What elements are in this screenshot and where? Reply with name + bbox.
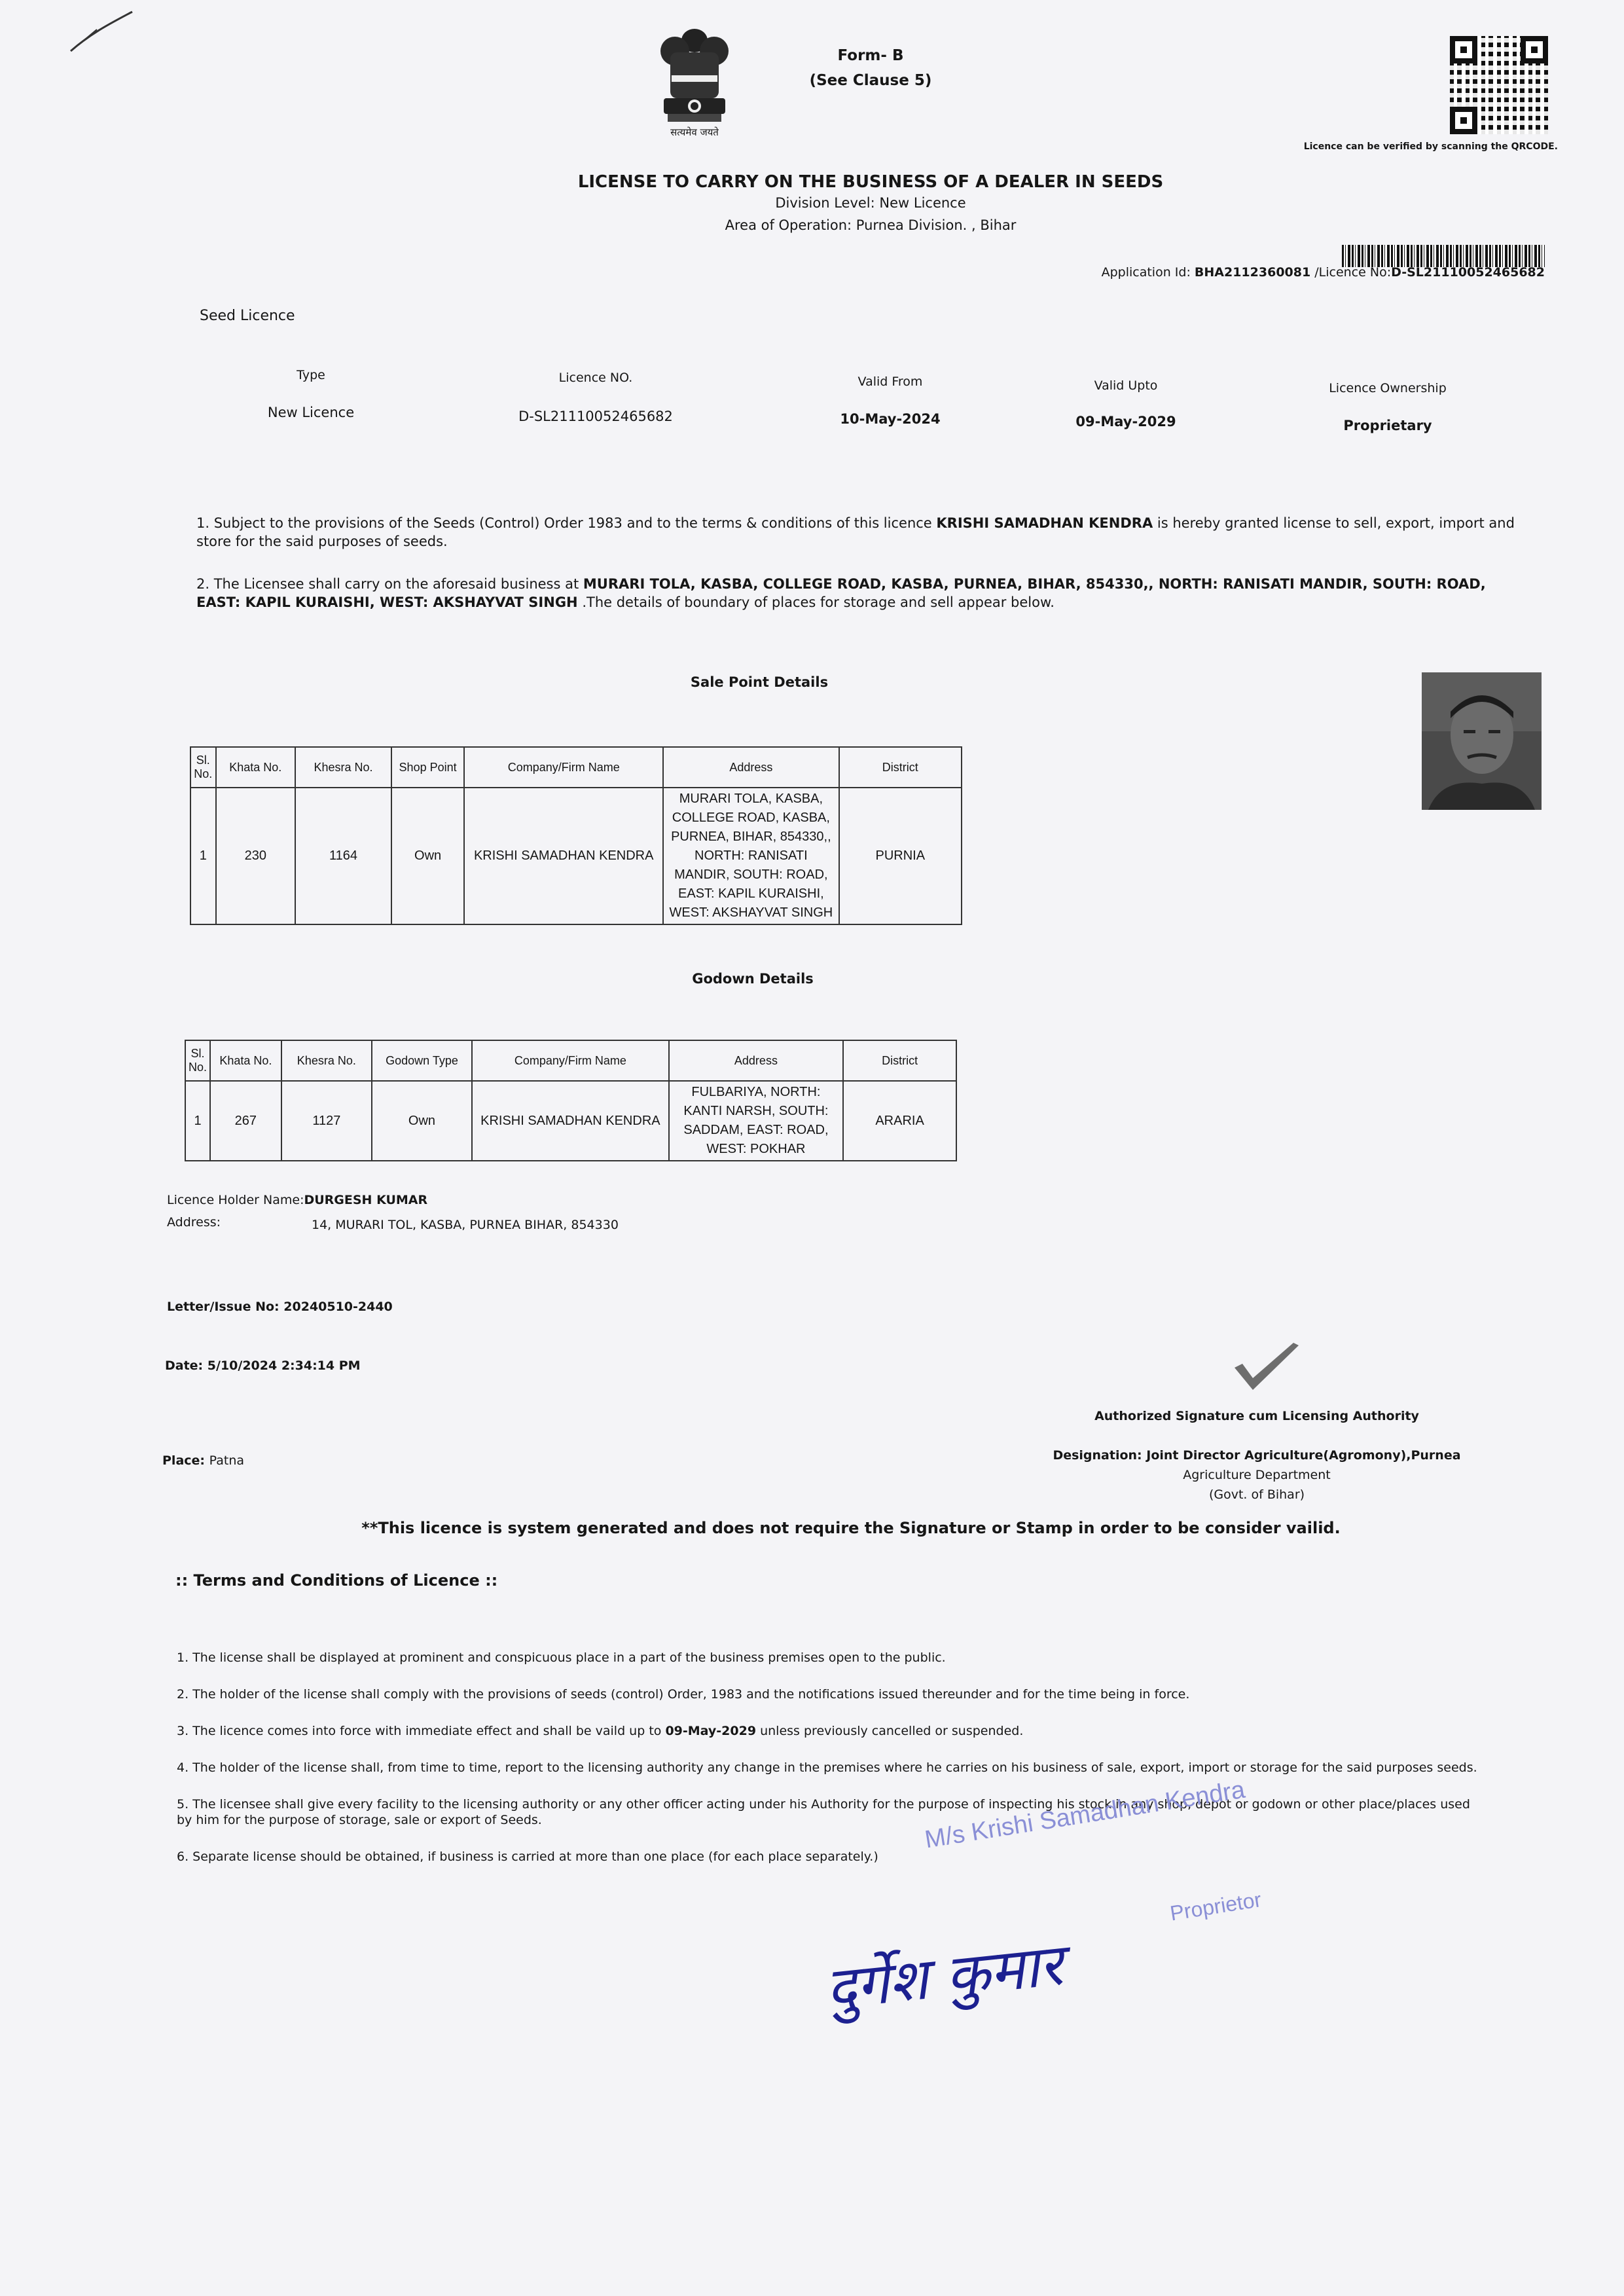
clause-label: (See Clause 5) (809, 72, 932, 89)
address-line: WEST: POKHAR (706, 1142, 806, 1156)
th-khesra: Khesra No. (295, 747, 391, 788)
issue-date: 5/10/2024 2:34:14 PM (207, 1358, 361, 1373)
cell-khesra: 1127 (281, 1081, 372, 1161)
licence-barcode (1342, 245, 1545, 267)
col-ownership: Licence Ownership (1329, 381, 1447, 395)
pen-mark (65, 7, 137, 56)
holder-name-line (167, 1193, 427, 1207)
address-line: COLLEGE ROAD, KASBA, (672, 811, 830, 825)
term-1: 1. The license shall be displayed at prominent and conspicuous place in a part of the business premises open to the public. (177, 1650, 946, 1665)
application-id-line (1021, 265, 1545, 280)
handwritten-signature: दुर्गेश कुमार (822, 1930, 1066, 2023)
application-id-label: Application Id: (1101, 265, 1195, 280)
cell-khata: 267 (210, 1081, 281, 1161)
cell-godown-type: Own (372, 1081, 472, 1161)
grant-text-pre: 1. Subject to the provisions of the Seeds (Control) Order 1983 and to the terms & conditions of this licence (196, 515, 937, 531)
th-godown-type: Godown Type (372, 1040, 472, 1081)
issue-date-line (165, 1358, 361, 1373)
address-line: MURARI TOLA, KASBA, (679, 792, 823, 806)
address-line: KANTI NARSH, SOUTH: (683, 1104, 829, 1118)
val-valid-upto: 09-May-2029 (1075, 414, 1176, 429)
firm-stamp: M/s Krishi Samadhan Kendra (923, 1776, 1247, 1854)
terms-heading: :: Terms and Conditions of Licence :: (175, 1571, 498, 1590)
state-emblem (652, 26, 737, 144)
val-ownership: Proprietary (1343, 418, 1432, 433)
cell-district: ARARIA (843, 1081, 956, 1161)
address-line: SADDAM, EAST: ROAD, (683, 1123, 829, 1137)
address-line: WEST: AKSHAYVAT SINGH (669, 905, 833, 920)
application-id: BHA2112360081 (1194, 265, 1311, 280)
qr-note: Licence can be verified by scanning the QRCODE. (1303, 141, 1558, 152)
term-3-date: 09-May-2029 (665, 1724, 757, 1738)
val-valid-from: 10-May-2024 (840, 411, 941, 427)
document-title: LICENSE TO CARRY ON THE BUSINESS OF A DEALER IN SEEDS (577, 172, 1164, 192)
th-firm: Company/Firm Name (472, 1040, 669, 1081)
issue-date-label: Date: (165, 1358, 208, 1373)
cell-firm: KRISHI SAMADHAN KENDRA (472, 1081, 669, 1161)
business-place-paragraph (196, 575, 1532, 611)
th-address: Address (663, 747, 839, 788)
godown-heading: Godown Details (692, 971, 814, 987)
th-firm: Company/Firm Name (464, 747, 663, 788)
letter-issue-line (167, 1300, 393, 1314)
godown-table (185, 1040, 957, 1161)
col-type: Type (297, 368, 325, 382)
department: Agriculture Department (1183, 1468, 1331, 1482)
verified-check-icon (1231, 1339, 1303, 1398)
th-khata: Khata No. (210, 1040, 281, 1081)
licence-no: D-SL21110052465682 (1391, 265, 1545, 280)
division-level: Division Level: New Licence (775, 195, 966, 211)
place-address: MURARI TOLA, KASBA, COLLEGE ROAD, KASBA, PURNEA, BIHAR, 854330,, NORTH: RANISATI MANDIR, SOUTH: ROAD, EAST: KAPIL KURAISHI, WEST: AKSHAYVAT SINGH (196, 576, 1486, 610)
term-2: 2. The holder of the license shall comply with the provisions of seeds (control) Order, 1983 and the notifications issued thereunder and for the time being in force. (177, 1687, 1190, 1702)
th-sl: Sl. No. (190, 747, 216, 788)
address-line: MANDIR, SOUTH: ROAD, (674, 867, 828, 882)
authority-title: Authorized Signature cum Licensing Authority (1094, 1409, 1419, 1423)
designation: Joint Director Agriculture(Agromony),Purnea (1146, 1448, 1461, 1463)
term-3 (177, 1723, 1486, 1739)
place-text-pre: 2. The Licensee shall carry on the aforesaid business at (196, 576, 583, 592)
table-row (190, 788, 962, 924)
cell-sl: 1 (190, 788, 216, 924)
th-sl: Sl. No. (185, 1040, 210, 1081)
address-line: EAST: KAPIL KURAISHI, (678, 886, 824, 901)
seed-licence-heading: Seed Licence (200, 308, 295, 324)
holder-address-label: Address: (167, 1215, 221, 1230)
address-line: PURNEA, BIHAR, 854330,, (671, 829, 831, 844)
place-text-post: .The details of boundary of places for storage and sell appear below. (577, 594, 1055, 610)
grant-text-post: is hereby granted license to sell, export, import and store for the said purposes of seeds. (196, 515, 1515, 549)
letter-issue-label: Letter/Issue No: (167, 1300, 284, 1314)
cell-address (663, 788, 839, 924)
term-4: 4. The holder of the license shall, from time to time, report to the licensing authority any change in the premises where he carries on his business of sale, export, import or storage for the said purposes seeds. (177, 1760, 1477, 1775)
term-3-pre: 3. The licence comes into force with immediate effect and shall be vaild up to (177, 1724, 666, 1738)
terms-list (177, 1650, 1486, 1865)
designation-label: Designation: (1053, 1448, 1147, 1463)
cell-shop-point: Own (391, 788, 464, 924)
emblem-motto: सत्यमेव जयते (670, 126, 719, 138)
verification-qr-code[interactable] (1450, 36, 1548, 134)
cell-khesra: 1164 (295, 788, 391, 924)
licence-holder-photo (1422, 672, 1542, 810)
table-row (185, 1081, 956, 1161)
term-3-post: unless previously cancelled or suspended. (756, 1724, 1024, 1738)
col-valid-upto: Valid Upto (1094, 378, 1158, 393)
cell-district: PURNIA (839, 788, 962, 924)
col-valid-from: Valid From (857, 374, 923, 389)
sale-point-table (190, 746, 962, 925)
holder-address: 14, MURARI TOL, KASBA, PURNEA BIHAR, 854330 (312, 1218, 619, 1232)
term-6: 6. Separate license should be obtained, if business is carried at more than one place (for each place separately.) (177, 1850, 878, 1864)
val-type: New Licence (267, 405, 355, 420)
address-line: FULBARIYA, NORTH: (691, 1085, 821, 1099)
table-header-row (185, 1040, 956, 1081)
th-district: District (839, 747, 962, 788)
cell-address (669, 1081, 843, 1161)
grant-paragraph (196, 514, 1532, 551)
holder-name: DURGESH KUMAR (304, 1193, 428, 1207)
address-line: NORTH: RANISATI (695, 848, 808, 863)
lion-capital-icon (652, 26, 737, 134)
table-header-row (190, 747, 962, 788)
holder-name-label: Licence Holder Name: (167, 1193, 304, 1207)
th-address: Address (669, 1040, 843, 1081)
val-licence-no: D-SL21110052465682 (518, 409, 673, 424)
th-district: District (843, 1040, 956, 1081)
area-of-operation: Area of Operation: Purnea Division. , Bihar (725, 217, 1017, 233)
cell-firm: KRISHI SAMADHAN KENDRA (464, 788, 663, 924)
place-label: Place: (162, 1453, 209, 1468)
licence-no-label: /Licence No: (1310, 265, 1392, 280)
place-value: Patna (209, 1453, 245, 1468)
cell-khata: 230 (216, 788, 296, 924)
th-khata: Khata No. (216, 747, 296, 788)
letter-issue-no: 20240510-2440 (283, 1300, 393, 1314)
system-generated-note: **This licence is system generated and does not require the Signature or Stamp in order to be consider vailid. (361, 1519, 1341, 1537)
th-khesra: Khesra No. (281, 1040, 372, 1081)
term-5: 5. The licensee shall give every facility to the licensing authority or any other officer acting under his Authority for the purpose of inspecting his stock in any shop, depot or godown or other place/places used by him for the purpose of storage, sale or export of Seeds. (177, 1797, 1470, 1827)
cell-sl: 1 (185, 1081, 210, 1161)
place-line (162, 1453, 244, 1468)
grant-firm-name: KRISHI SAMADHAN KENDRA (936, 515, 1153, 531)
col-licence-no: Licence NO. (558, 371, 633, 385)
proprietor-stamp: Proprietor (1168, 1887, 1263, 1925)
government: (Govt. of Bihar) (1208, 1487, 1305, 1502)
designation-line (1021, 1448, 1492, 1463)
th-shop-point: Shop Point (391, 747, 464, 788)
sale-point-heading: Sale Point Details (690, 674, 829, 690)
form-label: Form- B (837, 47, 904, 64)
